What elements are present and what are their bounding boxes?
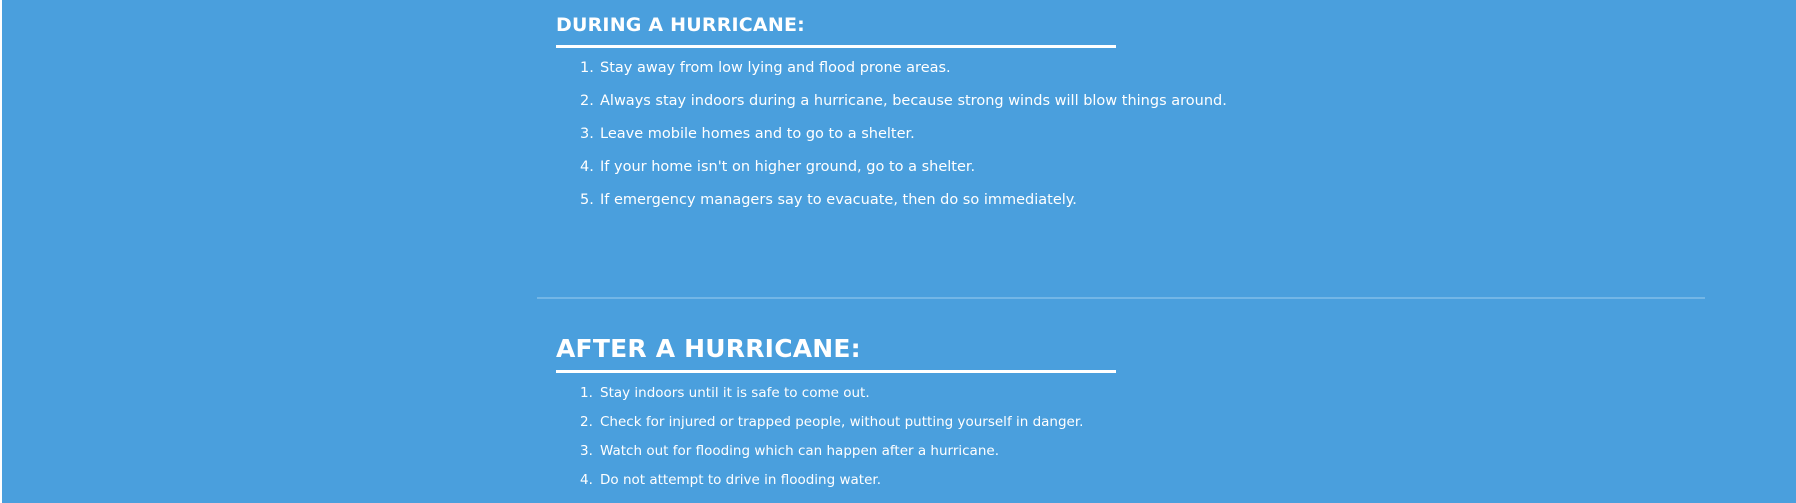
list-item: 5. If emergency managers say to evacuate, then do so immediately. [580,192,1077,208]
list-item-text: Do not attempt to drive in flooding water. [600,472,881,488]
list-item-text: If your home isn't on higher ground, go to a shelter. [600,159,976,175]
after-hurricane-heading: AFTER A HURRICANE: [556,334,861,363]
list-item-text: Check for injured or trapped people, without putting yourself in danger. [600,414,1084,430]
list-item: 3. Watch out for flooding which can happen after a hurricane. [580,443,999,459]
list-item-text: Always stay indoors during a hurricane, because strong winds will blow things around. [600,93,1227,109]
list-item-text: Watch out for flooding which can happen after a hurricane. [600,443,999,459]
list-item-text: If emergency managers say to evacuate, then do so immediately. [600,192,1077,208]
after-heading-underline [556,370,1116,373]
list-item: 1. Stay indoors until it is safe to come out. [580,385,870,401]
list-item: 3. Leave mobile homes and to go to a shelter. [580,126,915,142]
list-item: 2. Always stay indoors during a hurricane, because strong winds will blow things around. [580,93,1227,109]
list-item: 4. If your home isn't on higher ground, go to a shelter. [580,159,976,175]
section-divider [537,297,1705,299]
list-item-text: Leave mobile homes and to go to a shelter. [600,126,915,142]
list-item: 1. Stay away from low lying and flood prone areas. [580,60,951,76]
page-left-border [0,0,2,503]
list-item: 4. Do not attempt to drive in flooding water. [580,472,881,488]
during-heading-underline [556,45,1116,48]
list-item-text: Stay away from low lying and flood prone areas. [600,60,951,76]
during-hurricane-heading: DURING A HURRICANE: [556,14,805,36]
list-item: 2. Check for injured or trapped people, without putting yourself in danger. [580,414,1084,430]
list-item-text: Stay indoors until it is safe to come out. [600,385,870,401]
